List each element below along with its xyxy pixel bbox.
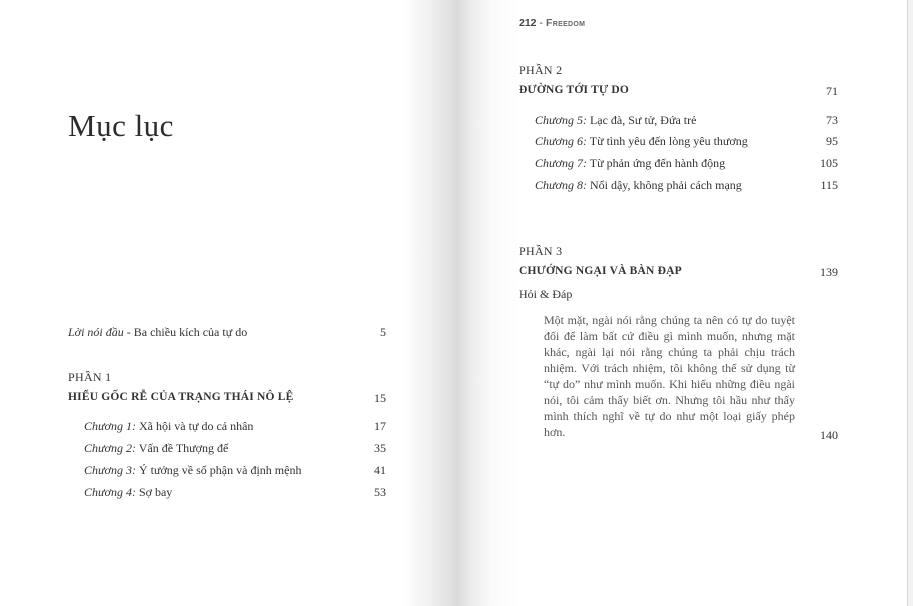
chapter-5-title: Lạc đà, Sư tử, Đứa trẻ bbox=[589, 113, 697, 127]
chapter-8-page: 115 bbox=[820, 178, 838, 192]
chapter-5-label: Chương 5: bbox=[535, 113, 587, 127]
chapter-3-page: 41 bbox=[374, 463, 386, 477]
part-3-label: PHẦN 3 bbox=[519, 244, 563, 258]
page-edge bbox=[907, 0, 913, 606]
qa-entry-page: 140 bbox=[820, 428, 838, 442]
chapter-1-entry[interactable] bbox=[84, 419, 253, 434]
chapter-2-page: 35 bbox=[374, 441, 386, 455]
foreword-label: Lời nói đầu bbox=[68, 325, 124, 339]
page-title: Mục lục bbox=[68, 108, 174, 143]
foreword-separator: - bbox=[126, 325, 131, 339]
qa-label[interactable]: Hỏi & Đáp bbox=[519, 287, 573, 301]
part-3-page: 139 bbox=[820, 265, 838, 279]
foreword-page: 5 bbox=[380, 325, 386, 339]
chapter-5-entry[interactable] bbox=[535, 113, 696, 128]
chapter-4-entry[interactable] bbox=[84, 485, 172, 500]
chapter-6-title: Từ tình yêu đến lòng yêu thương bbox=[589, 134, 748, 148]
qa-entry-text[interactable]: Một mặt, ngài nói rằng chúng ta nên có tự do tuyệt đối để làm bất cứ điều gì mình muốn, nhưng mặt khác, ngài lại nói rằng chúng ta phải chịu trách nhiệm. Với trách nhiệm, tôi không thể sử dụng từ “tự do” như mình muốn. Khi hiểu những điều ngài nói, tôi cảm thấy biết ơn. Nhưng tôi hầu như thấy mình thích nghĩ về tự do như một loại giấy phép hơn. bbox=[544, 313, 795, 439]
chapter-4-page: 53 bbox=[374, 485, 386, 499]
part-1-label: PHẦN 1 bbox=[68, 370, 112, 384]
chapter-7-page: 105 bbox=[820, 156, 838, 170]
running-header bbox=[519, 17, 585, 29]
chapter-1-page: 17 bbox=[374, 419, 386, 433]
chapter-3-entry[interactable] bbox=[84, 463, 301, 478]
foreword-entry[interactable] bbox=[68, 325, 247, 340]
part-1-title[interactable]: HIỂU GỐC RỄ CỦA TRẠNG THÁI NÔ LỆ bbox=[68, 391, 294, 403]
chapter-4-title: Sợ bay bbox=[138, 485, 173, 499]
chapter-7-label: Chương 7: bbox=[535, 156, 587, 170]
chapter-7-entry[interactable] bbox=[535, 156, 725, 171]
chapter-2-label: Chương 2: bbox=[84, 441, 136, 455]
chapter-4-label: Chương 4: bbox=[84, 485, 136, 499]
header-separator: - bbox=[539, 17, 544, 29]
part-2-page: 71 bbox=[826, 84, 838, 98]
chapter-1-label: Chương 1: bbox=[84, 419, 136, 433]
chapter-8-label: Chương 8: bbox=[535, 178, 587, 192]
chapter-7-title: Từ phản ứng đến hành động bbox=[589, 156, 726, 170]
left-page bbox=[0, 0, 456, 606]
header-book-title: Freedom bbox=[546, 17, 586, 29]
chapter-8-entry[interactable] bbox=[535, 178, 742, 193]
chapter-3-label: Chương 3: bbox=[84, 463, 136, 477]
chapter-2-entry[interactable] bbox=[84, 441, 228, 456]
header-page-number: 212 bbox=[519, 17, 537, 29]
chapter-5-page: 73 bbox=[826, 113, 838, 127]
chapter-1-title: Xã hội và tự do cá nhân bbox=[138, 419, 254, 433]
chapter-2-title: Vấn đề Thượng đế bbox=[138, 441, 229, 455]
foreword-title: Ba chiều kích của tự do bbox=[133, 325, 248, 339]
part-1-page: 15 bbox=[374, 391, 386, 405]
chapter-3-title: Ý tưởng về số phận và định mệnh bbox=[138, 463, 302, 477]
part-3-title[interactable]: CHƯỚNG NGẠI VÀ BÀN ĐẠP bbox=[519, 265, 682, 277]
chapter-6-label: Chương 6: bbox=[535, 134, 587, 148]
part-2-label: PHẦN 2 bbox=[519, 63, 563, 77]
chapter-6-entry[interactable] bbox=[535, 134, 748, 149]
chapter-6-page: 95 bbox=[826, 134, 838, 148]
part-2-title[interactable]: ĐƯỜNG TỚI TỰ DO bbox=[519, 84, 630, 96]
chapter-8-title: Nổi dậy, không phải cách mạng bbox=[589, 178, 742, 192]
